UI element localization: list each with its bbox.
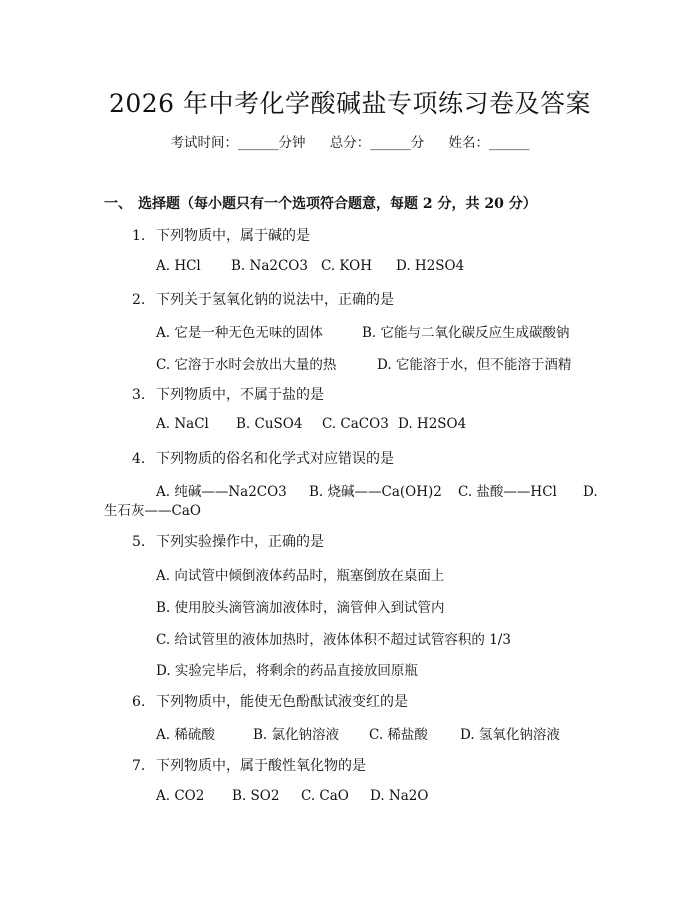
option-c: C. KOH [321,258,372,274]
option-row [156,321,570,341]
option-a: A. 稀硫酸 [156,727,215,743]
option-c: C. 盐酸——HCl [458,484,557,500]
question-stem [132,691,408,711]
option-b: B. 它能与二氧化碳反应生成碳酸钠 [362,325,570,341]
option-a: A. 纯碱——Na2CO3 [156,484,287,500]
question-stem [132,384,324,404]
option-b: B. 氯化钠溶液 [253,727,340,743]
question-stem [132,531,324,551]
option-b: B. 使用胶头滴管滴加液体时，滴管伸入到试管内 [156,600,445,616]
question-number: 5. [132,534,146,550]
option-a: A. CO2 [156,788,205,804]
question-stem [132,225,310,245]
option-b: B. Na2CO3 [231,258,308,274]
option-a: A. 它是一种无色无味的固体 [156,325,323,341]
question-stem [132,448,394,468]
option-c: C. 它溶于水时会放出大量的热 [156,357,337,373]
exam-time-field: 考试时间：______分钟 [170,135,306,151]
section-title: 选择题（每小题只有一个选项符合题意，每题 2 分，共 20 分） [138,196,537,212]
question-number: 1. [132,228,146,244]
question-text: 下列物质中，能使无色酚酞试液变红的是 [156,694,408,710]
option-row [156,723,560,743]
option-row [156,258,464,274]
option-d: D. H2SO4 [398,416,467,432]
option-row [156,480,598,500]
section-number: 一、 [104,196,132,212]
question-text: 下列物质中，属于酸性氧化物的是 [156,758,366,774]
question-stem [132,289,394,309]
option-b: B. CuSO4 [236,416,303,432]
exam-meta [0,131,700,151]
option-b: B. 烧碱——Ca(OH)2 [309,484,442,500]
question-text: 下列实验操作中，正确的是 [156,534,324,550]
option-row [156,788,428,804]
question-number: 7. [132,758,146,774]
option-d: D. Na2O [370,788,429,804]
student-name-field: 姓名：______ [448,135,530,151]
option-d: D. 它能溶于水，但不能溶于酒精 [377,357,572,373]
option-c: C. CaO [301,788,349,804]
total-score-field: 总分：______分 [329,135,425,151]
option-row [156,353,571,373]
question-text: 下列物质的俗名和化学式对应错误的是 [156,451,394,467]
option-b: B. SO2 [232,788,280,804]
option-row [156,416,466,432]
section-heading [104,193,537,213]
option-c: C. 稀盐酸 [369,727,428,743]
option-c: C. CaCO3 [322,416,389,432]
question-text: 下列物质中，不属于盐的是 [156,387,324,403]
option-c: C. 给试管里的液体加热时，液体体积不超过试管容积的 1/3 [156,632,511,648]
question-number: 3. [132,387,146,403]
question-number: 2. [132,292,146,308]
question-number: 6. [132,694,146,710]
option-d: D. 氢氧化钠溶液 [460,727,560,743]
option-d-continued: 生石灰——CaO [104,503,201,519]
option-a: A. HCl [156,258,201,274]
question-stem [132,755,366,775]
option-d-marker: D. [583,484,598,500]
question-text: 下列关于氢氧化钠的说法中，正确的是 [156,292,394,308]
question-text: 下列物质中，属于碱的是 [156,228,310,244]
option-d: D. 实验完毕后，将剩余的药品直接放回原瓶 [156,663,418,679]
option-a: A. 向试管中倾倒液体药品时，瓶塞倒放在桌面上 [156,568,445,584]
page-title: 2026 年中考化学酸碱盐专项练习卷及答案 [108,89,592,118]
option-a: A. NaCl [156,416,209,432]
question-number: 4. [132,451,146,467]
option-d: D. H2SO4 [396,258,465,274]
